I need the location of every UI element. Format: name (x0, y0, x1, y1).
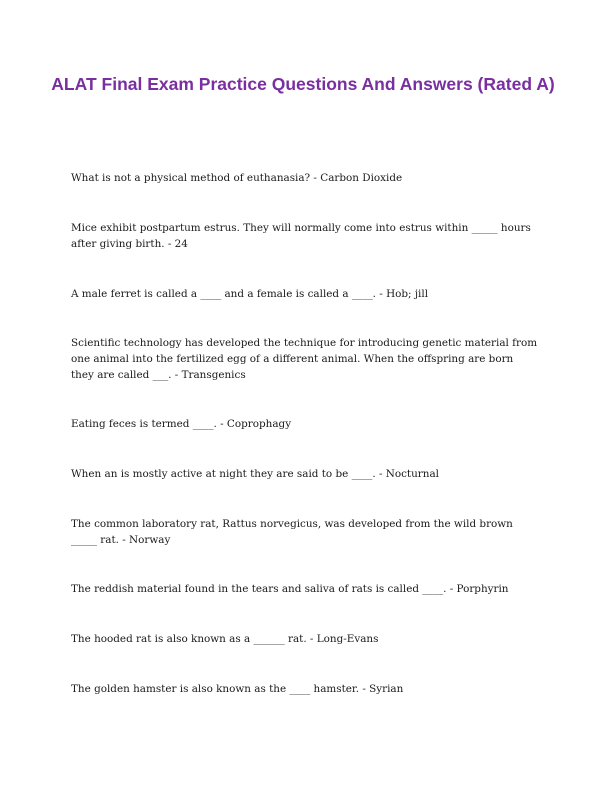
question-item: The golden hamster is also known as the ____ hamster. - Syrian (71, 683, 404, 695)
question-item: A male ferret is called a ____ and a female is called a ____. - Hob; jill (71, 288, 429, 300)
question-item: Scientific technology has developed the technique for introducing genetic material from one animal into the fertilized egg of a different animal. When the offspring are born they are called ___. - Transgenics (71, 337, 538, 381)
question-item: The hooded rat is also known as a ______ rat. - Long-Evans (71, 633, 379, 645)
question-item: Eating feces is termed ____. - Coprophagy (71, 418, 292, 430)
question-item: Mice exhibit postpartum estrus. They will normally come into estrus within _____ hours after giving birth. - 24 (71, 222, 531, 250)
question-item: When an is mostly active at night they are said to be ____. - Nocturnal (71, 468, 439, 480)
question-item: What is not a physical method of euthanasia? - Carbon Dioxide (71, 172, 403, 184)
document-title: ALAT Final Exam Practice Questions And Answers (Rated A) (51, 74, 555, 94)
question-item: The common laboratory rat, Rattus norvegicus, was developed from the wild brown _____ rat. - Norway (71, 518, 513, 546)
question-item: The reddish material found in the tears and saliva of rats is called ____. - Porphyrin (71, 583, 509, 595)
